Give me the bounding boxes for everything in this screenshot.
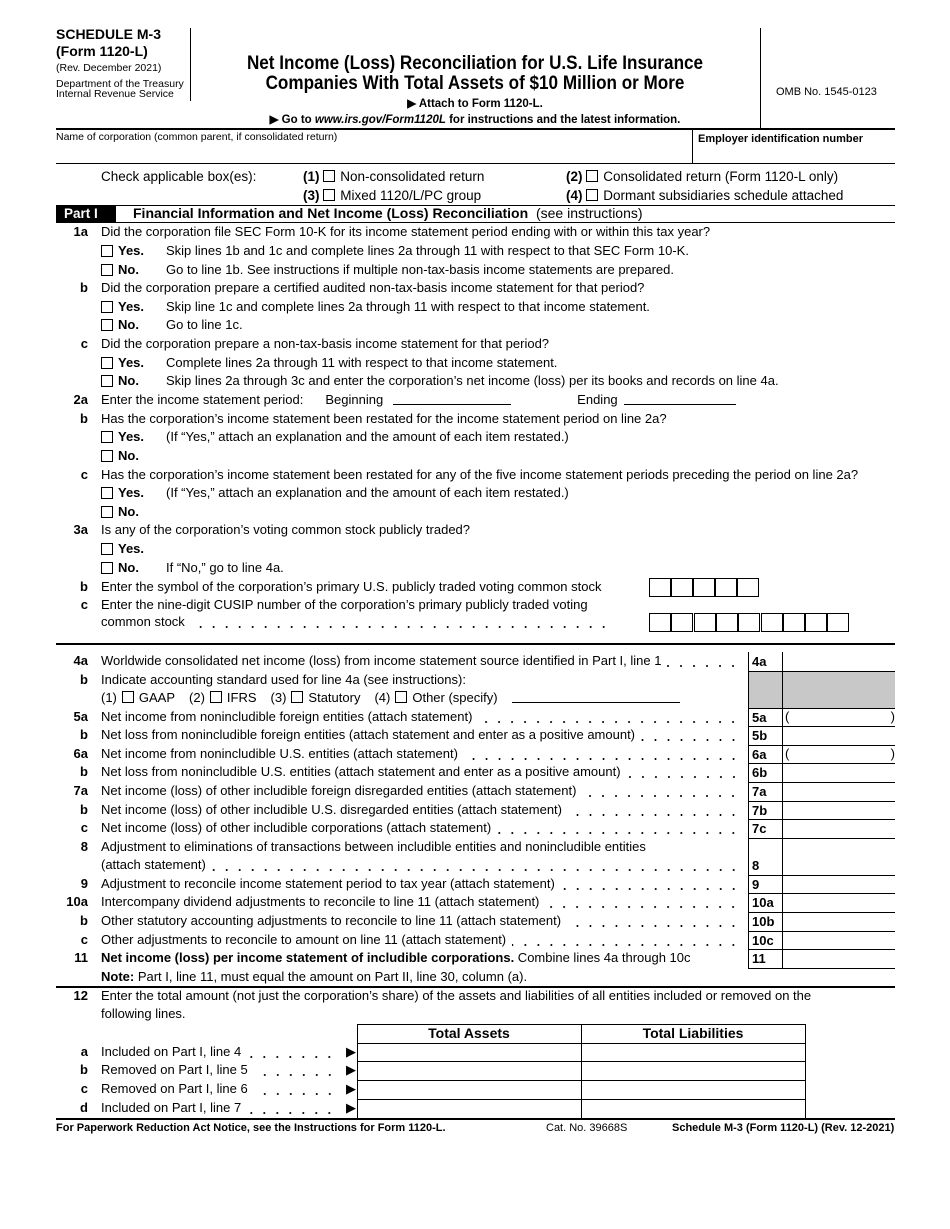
question-text: Enter the income statement period: [101, 392, 304, 407]
amount-input-7c[interactable] [783, 819, 895, 837]
question-row [56, 410, 895, 428]
question-row [56, 521, 895, 539]
line-number: b [80, 764, 88, 779]
box-label: 4a [752, 653, 767, 669]
instructions-note: ▶ Go to www.irs.gov/Form1120L for instructions and the latest information. [269, 114, 681, 126]
row-label: Removed on Part I, line 6 [101, 1081, 248, 1096]
bold-text: Net income (loss) per income statement of includible corporations. [101, 950, 515, 965]
checkbox-no[interactable] [101, 450, 113, 462]
amount-row [56, 875, 746, 893]
option-label: Yes. [118, 541, 145, 556]
total-assets-input[interactable] [358, 1043, 581, 1061]
row-label: Included on Part I, line 4 [101, 1044, 242, 1059]
checkbox[interactable] [210, 691, 222, 703]
checkbox[interactable] [586, 189, 598, 201]
cusip-digit-box[interactable] [671, 613, 693, 632]
dot-leader [478, 708, 740, 726]
checkbox[interactable] [586, 170, 598, 182]
box-label: 7a [752, 783, 767, 799]
question-text: Has the corporation’s income statement been restated for the income statement period on line 2a? [101, 411, 667, 426]
line-12-row [56, 1080, 356, 1098]
dot-leader [247, 1043, 336, 1061]
amount-input-6b[interactable] [783, 763, 895, 781]
dot-leader [561, 875, 740, 893]
amount-input-11[interactable] [783, 949, 895, 967]
dot-leader [497, 819, 740, 837]
question-row [56, 242, 895, 260]
stock-symbol-box[interactable] [671, 578, 693, 597]
line-number [56, 316, 88, 334]
question-row [56, 596, 895, 614]
question-row [56, 447, 895, 465]
checkbox[interactable] [395, 691, 407, 703]
checkbox-dormant[interactable]: (4) Dormant subsidiaries schedule attached [566, 188, 844, 203]
box-label: 9 [752, 876, 760, 892]
amount-row [56, 949, 746, 967]
department: Department of the Treasury [56, 78, 184, 90]
line-number [56, 261, 88, 279]
corporation-name-input[interactable] [56, 144, 692, 163]
check-label: Check applicable box(es): [101, 169, 257, 184]
line-number: 3a [73, 522, 88, 537]
box-label: 5a [752, 709, 767, 725]
line-12-row [56, 1043, 356, 1061]
box-label: 5b [752, 727, 768, 743]
stock-symbol-box[interactable] [715, 578, 737, 597]
line-number [56, 540, 88, 558]
total-assets-input[interactable] [358, 1061, 581, 1079]
line-number: b [80, 913, 88, 928]
line-number: 6a [73, 746, 88, 761]
dot-leader [567, 912, 740, 930]
name-label: Name of corporation (common parent, if consolidated return) [56, 131, 338, 143]
box-label: 6b [752, 764, 768, 780]
checkbox-yes[interactable] [101, 543, 113, 555]
question-row [56, 335, 895, 353]
line-number [56, 689, 88, 707]
amount-input-5b[interactable] [783, 726, 895, 744]
dot-leader [464, 745, 740, 763]
option-text: Skip lines 2a through 3c and enter the corporation’s net income (loss) per its books and records on line 4a. [166, 373, 779, 388]
irs-link[interactable]: www.irs.gov/Form1120L [314, 114, 446, 126]
option-label: Statutory [308, 690, 361, 705]
total-assets-input[interactable] [358, 1099, 581, 1117]
line-number [56, 968, 88, 986]
option-text: Skip lines 1b and 1c and complete lines 2a through 11 with respect to that SEC Form 10-K. [166, 243, 689, 258]
amount-row [56, 819, 746, 837]
revision: (Rev. December 2021) [56, 62, 162, 74]
question-row [56, 540, 895, 558]
amount-input-7a[interactable] [783, 782, 895, 800]
line-number: 7a [73, 783, 88, 798]
question-row [56, 578, 895, 596]
shaded-cell [749, 671, 895, 708]
option-label: Yes. [118, 355, 145, 370]
dot-leader [212, 856, 740, 874]
line-text: Adjustment to reconcile income statement period to tax year (attach statement) [101, 876, 555, 891]
option-label: No. [118, 448, 139, 463]
arrow-icon: ▶ [346, 1100, 356, 1115]
question-text: Has the corporation’s income statement been restated for any of the five income statement periods preceding the period on line 2a? [101, 467, 859, 482]
line-number [56, 298, 88, 316]
line-number: 9 [80, 876, 88, 891]
line-number: 4a [73, 653, 88, 668]
accounting-standard-option[interactable] [374, 689, 497, 707]
total-assets-header: Total Assets [428, 1025, 510, 1041]
amount-row [56, 801, 746, 819]
ending-date-input[interactable] [624, 391, 736, 405]
line-12-row [56, 1099, 356, 1117]
question-row [56, 279, 895, 297]
amount-input-7b[interactable] [783, 801, 895, 819]
amount-row [56, 726, 746, 744]
box-label: 6a [752, 746, 767, 762]
attach-note: ▶ Attach to Form 1120-L. [407, 98, 543, 110]
checkbox-consolidated[interactable]: (2) Consolidated return (Form 1120-L only) [566, 169, 839, 184]
option-text: (If “Yes,” attach an explanation and the amount of each item restated.) [166, 429, 569, 444]
line-number: c [80, 820, 88, 835]
amount-input-9[interactable] [783, 875, 895, 893]
line-number [56, 856, 88, 874]
option-text: Skip line 1c and complete lines 2a through 11 with respect to that income statement. [166, 299, 650, 314]
open-paren: ( [785, 709, 790, 724]
line-text: Other statutory accounting adjustments to reconcile to line 11 (attach statement) [101, 913, 562, 928]
schedule-name: SCHEDULE M-3 [56, 26, 162, 42]
checkbox-yes[interactable] [101, 245, 113, 257]
option-text: Complete lines 2a through 11 with respect to that income statement. [166, 355, 558, 370]
checkbox-no[interactable] [101, 375, 113, 387]
line-number [56, 447, 88, 465]
dot-leader [627, 763, 740, 781]
line-text: Net income (loss) of other includible corporations (attach statement) [101, 820, 492, 835]
arrow-icon: ▶ [346, 1044, 356, 1059]
amount-input-10b[interactable] [783, 912, 895, 930]
amount-row [56, 838, 895, 856]
other-specify-input[interactable] [512, 689, 680, 703]
line-number: c [80, 932, 88, 947]
question-row [56, 503, 895, 521]
box-label: 11 [752, 950, 766, 966]
open-paren: ( [785, 746, 790, 761]
checkbox-yes[interactable] [101, 301, 113, 313]
question-row [56, 298, 895, 316]
line-number [56, 559, 88, 577]
amount-row [56, 912, 746, 930]
line-number [56, 354, 88, 372]
footer-paperwork: For Paperwork Reduction Act Notice, see the Instructions for Form 1120-L. [56, 1122, 446, 1134]
part-title: Financial Information and Net Income (Loss) Reconciliation (see instructions) [133, 205, 643, 221]
checkbox[interactable] [323, 189, 335, 201]
option-label: Yes. [118, 429, 145, 444]
omb-number: OMB No. 1545-0123 [776, 86, 877, 98]
close-paren: ) [890, 746, 895, 761]
total-liabilities-input[interactable] [582, 1099, 805, 1117]
line-number: 5a [73, 709, 88, 724]
ein-label: Employer identification number [698, 133, 864, 145]
ein-input[interactable] [693, 147, 895, 163]
total-liabilities-input[interactable] [582, 1080, 805, 1098]
dot-leader [247, 1099, 336, 1117]
question-text: Did the corporation prepare a non-tax-basis income statement for that period? [101, 336, 550, 351]
line-text: Net income (loss) of other includible U.S. disregarded entities (attach statement) [101, 802, 562, 817]
stock-symbol-box[interactable] [737, 578, 759, 597]
cusip-digit-box[interactable] [827, 613, 849, 632]
line-number [56, 484, 88, 502]
beginning-label: Beginning [325, 392, 384, 407]
option-label: GAAP [138, 690, 176, 705]
checkbox-no[interactable] [101, 319, 113, 331]
row-label: Removed on Part I, line 5 [101, 1062, 248, 1077]
amount-row [56, 968, 895, 986]
box-label: 10b [752, 913, 775, 929]
beginning-date-input[interactable] [393, 391, 511, 405]
line-number: b [80, 727, 88, 742]
line-letter: b [80, 1062, 88, 1077]
line-text: Net income from nonincludible U.S. entities (attach statement) [101, 746, 458, 761]
line-number: b [80, 672, 88, 687]
option-label: Yes. [118, 243, 145, 258]
option-text: If “No,” go to line 4a. [166, 560, 284, 575]
question-text: Is any of the corporation’s voting common stock publicly traded? [101, 522, 471, 537]
line-letter: c [80, 1081, 88, 1096]
line-text: Indicate accounting standard used for line 4a (see instructions): [101, 672, 466, 687]
amount-input-10a[interactable] [783, 893, 895, 911]
checkbox-yes[interactable] [101, 487, 113, 499]
checkbox[interactable] [291, 691, 303, 703]
checkbox[interactable] [122, 691, 134, 703]
total-assets-input[interactable] [358, 1080, 581, 1098]
checkbox-non-consolidated[interactable]: (1) Non-consolidated return [303, 169, 485, 184]
question-row [56, 559, 895, 577]
line-number: c [80, 336, 88, 351]
amount-input-10c[interactable] [783, 931, 895, 949]
stock-symbol-box[interactable] [649, 578, 671, 597]
option-text: (If “Yes,” attach an explanation and the amount of each item restated.) [166, 485, 569, 500]
option-label: No. [118, 317, 139, 332]
close-paren: ) [890, 709, 895, 724]
form-title-line1: Net Income (Loss) Reconciliation for U.S. Life Insurance [246, 53, 704, 74]
line-number: 11 [74, 950, 88, 965]
option-number: (3) [270, 690, 287, 705]
dot-leader [545, 893, 740, 911]
question-row [56, 484, 895, 502]
line-12: 12 Enter the total amount (not just the corporation’s share) of the assets and liabilities of all entities included or removed on the [73, 988, 812, 1003]
box-label: 7b [752, 802, 768, 818]
amount-row [56, 652, 746, 670]
amount-row [56, 856, 746, 874]
part-tag: Part I [56, 206, 116, 222]
question-row [56, 261, 895, 279]
checkbox-no[interactable] [101, 562, 113, 574]
question-row [56, 391, 895, 409]
accounting-standard-option[interactable] [189, 689, 257, 707]
option-number: (2) [189, 690, 205, 705]
line-text: Net loss from nonincludible foreign entities (attach statement and enter as a positive amount) [101, 727, 636, 742]
arrow-icon: ▶ [346, 1062, 356, 1077]
amount-row [56, 782, 746, 800]
row-label: Included on Part I, line 7 [101, 1100, 242, 1115]
dot-leader [568, 801, 740, 819]
checkbox-no[interactable] [101, 264, 113, 276]
line-letter: a [80, 1044, 88, 1059]
dot-leader [254, 1061, 336, 1079]
line-number: 2a [73, 392, 88, 407]
line-text: Part I, line 11, must equal the amount on Part II, line 30, column (a). [134, 969, 528, 984]
footer-form: Schedule M-3 (Form 1120-L) (Rev. 12-2021) [672, 1122, 895, 1134]
question-text: common stock [101, 614, 185, 629]
agency: Internal Revenue Service [56, 88, 174, 100]
line-number: 8 [80, 839, 88, 854]
amount-row [56, 893, 746, 911]
question-text: Enter the nine-digit CUSIP number of the corporation’s primary publicly traded voting [101, 597, 588, 612]
question-row [56, 316, 895, 334]
dot-leader [254, 1080, 336, 1098]
amount-input-8[interactable] [783, 856, 895, 874]
box-label: 7c [752, 820, 767, 836]
cusip-digit-box[interactable] [783, 613, 805, 632]
cusip-digit-box[interactable] [761, 613, 783, 632]
total-liabilities-header: Total Liabilities [642, 1025, 744, 1041]
line-number: c [80, 467, 88, 482]
option-label: Other (specify) [412, 690, 498, 705]
line-text: Net income from nonincludible foreign entities (attach statement) [101, 709, 473, 724]
dot-leader [667, 652, 740, 670]
form-title-line2: Companies With Total Assets of $10 Million or More [265, 73, 685, 94]
line-number: c [80, 597, 88, 612]
line-number: 10a [66, 894, 88, 909]
line-text: (attach statement) [101, 857, 206, 872]
total-liabilities-input[interactable] [582, 1043, 805, 1061]
line-letter: d [80, 1100, 88, 1115]
option-number: (1) [101, 690, 117, 705]
accounting-standard-option[interactable] [271, 689, 361, 707]
box-label: 10a [752, 894, 774, 910]
line-number: b [80, 411, 88, 426]
line-number [56, 372, 88, 390]
checkbox-yes[interactable] [101, 431, 113, 443]
cusip-digit-box[interactable] [738, 613, 760, 632]
option-label: No. [118, 262, 139, 277]
option-label: IFRS [226, 690, 257, 705]
option-label: Yes. [118, 485, 145, 500]
total-liabilities-input[interactable] [582, 1061, 805, 1079]
line-number: 1a [73, 224, 88, 239]
checkbox-yes[interactable] [101, 357, 113, 369]
arrow-icon: ▶ [346, 1081, 356, 1096]
amount-input-6a[interactable] [783, 745, 895, 763]
option-text: Go to line 1b. See instructions if multiple non-tax-basis income statements are prepared. [166, 262, 674, 277]
line-number [56, 613, 88, 631]
dot-leader [191, 613, 610, 631]
cusip-digit-box[interactable] [694, 613, 716, 632]
amount-row [56, 708, 746, 726]
line-12-row [56, 1061, 356, 1079]
question-text: Did the corporation file SEC Form 10-K for its income statement period ending with or within this tax year? [101, 224, 711, 239]
dot-leader [582, 782, 740, 800]
question-row [56, 466, 895, 484]
checkbox-no[interactable] [101, 506, 113, 518]
line-number [56, 242, 88, 260]
line-number [56, 503, 88, 521]
option-label: No. [118, 373, 139, 388]
line-number [56, 428, 88, 446]
form-number: (Form 1120-L) [56, 43, 148, 59]
question-row [56, 613, 616, 631]
option-label: No. [118, 560, 139, 575]
option-number: (4) [374, 690, 391, 705]
amount-row [56, 745, 746, 763]
option-label: Yes. [118, 299, 145, 314]
question-row [56, 372, 895, 390]
dot-leader [641, 726, 740, 744]
line-number: b [80, 802, 88, 817]
question-row [56, 354, 895, 372]
cusip-digit-box[interactable] [805, 613, 827, 632]
line-number: b [80, 579, 88, 594]
line-text: Adjustment to eliminations of transactions between includible entities and nonincludible entities [101, 839, 646, 854]
line-text: Net loss from nonincludible U.S. entities (attach statement and enter as a positive amount) [101, 764, 621, 779]
checkbox-mixed-group[interactable]: (3) Mixed 1120/L/PC group [303, 188, 482, 203]
amount-row [56, 931, 746, 949]
checkbox[interactable] [323, 170, 335, 182]
stock-symbol-box[interactable] [693, 578, 715, 597]
line-text: Net income (loss) of other includible foreign disregarded entities (attach statement) [101, 783, 577, 798]
question-row [56, 223, 895, 241]
accounting-standard-option[interactable] [101, 689, 175, 707]
amount-input-5a[interactable] [783, 708, 895, 726]
question-row [56, 428, 895, 446]
line-text: Worldwide consolidated net income (loss) from income statement source identified in Part I, line 1 [101, 653, 662, 668]
line-text: Other adjustments to reconcile to amount on line 11 (attach statement) [101, 932, 507, 947]
option-text: Go to line 1c. [166, 317, 243, 332]
ending-label: Ending [577, 392, 618, 407]
amount-input-4a[interactable] [783, 652, 895, 670]
box-label: 10c [752, 932, 774, 948]
line-number: b [80, 280, 88, 295]
cusip-digit-box[interactable] [649, 613, 671, 632]
bold-text: Note: [101, 969, 135, 984]
box-label: 8 [752, 857, 760, 873]
amount-row [56, 763, 746, 781]
footer-cat: Cat. No. 39668S [546, 1122, 628, 1134]
dot-leader [512, 931, 740, 949]
line-text: Combine lines 4a through 10c [514, 950, 691, 965]
line-12-cont: following lines. [101, 1006, 186, 1021]
question-text: Did the corporation prepare a certified audited non-tax-basis income statement for that period? [101, 280, 645, 295]
option-label: No. [118, 504, 139, 519]
question-text: Enter the symbol of the corporation’s primary U.S. publicly traded voting common stock [101, 579, 602, 594]
cusip-digit-box[interactable] [716, 613, 738, 632]
line-text: Intercompany dividend adjustments to reconcile to line 11 (attach statement) [101, 894, 540, 909]
